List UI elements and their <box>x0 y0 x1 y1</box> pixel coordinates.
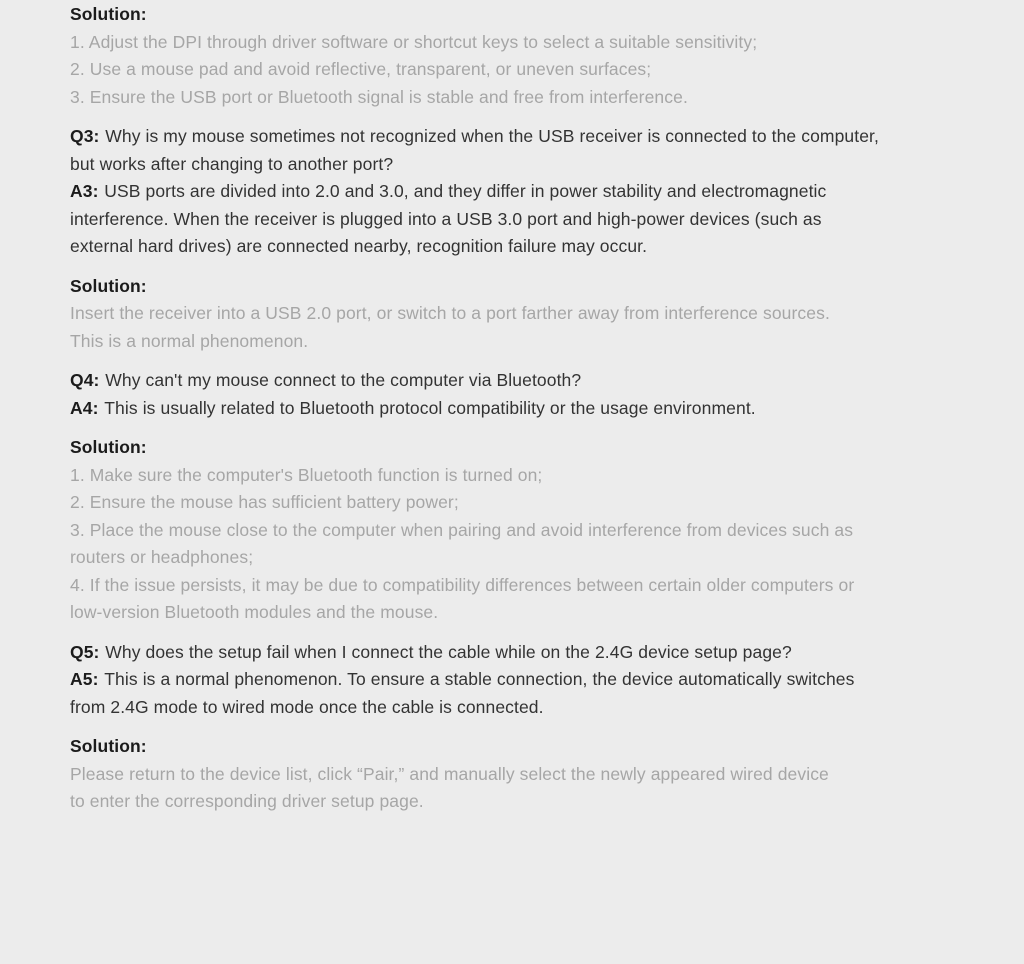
question-text: Why can't my mouse connect to the computer via Bluetooth? <box>105 370 582 390</box>
answer-label: A4: <box>70 397 99 418</box>
question-line <box>70 639 954 667</box>
solution-line: 2. Use a mouse pad and avoid reflective, transparent, or uneven surfaces; <box>70 59 652 79</box>
solution-line: low-version Bluetooth modules and the mouse. <box>70 602 439 622</box>
question-label: Q3: <box>70 126 100 146</box>
solution-line: 4. If the issue persists, it may be due to compatibility differences between certain older computers or <box>70 574 855 595</box>
qa-block-q5 <box>70 639 954 722</box>
solution-heading: Solution: <box>70 736 147 756</box>
question-text: Why is my mouse sometimes not recognized when the USB receiver is connected to the computer, <box>105 126 879 146</box>
solution-line: 1. Make sure the computer's Bluetooth function is turned on; <box>70 464 543 485</box>
solution-block-2 <box>70 273 954 356</box>
solution-block-1 <box>70 1 954 111</box>
solution-heading: Solution: <box>70 4 147 24</box>
solution-heading: Solution: <box>70 437 147 457</box>
qa-block-q3 <box>70 123 954 261</box>
question-line <box>70 367 954 395</box>
solution-line: 3. Ensure the USB port or Bluetooth signal is stable and free from interference. <box>70 86 688 107</box>
answer-line <box>70 666 954 694</box>
solution-heading: Solution: <box>70 275 147 296</box>
answer-line: from 2.4G mode to wired mode once the cable is connected. <box>70 696 544 717</box>
answer-text: USB ports are divided into 2.0 and 3.0, and they differ in power stability and electromagnetic <box>104 181 827 201</box>
solution-line: routers or headphones; <box>70 547 254 567</box>
answer-line <box>70 178 954 206</box>
answer-line <box>70 395 954 423</box>
solution-line: 3. Place the mouse close to the computer when pairing and avoid interference from devices such as <box>70 519 854 540</box>
solution-line: Please return to the device list, click “Pair,” and manually select the newly appeared wired device <box>70 763 829 784</box>
solution-line: 1. Adjust the DPI through driver software or shortcut keys to select a suitable sensitivity; <box>70 31 758 52</box>
solution-line: Insert the receiver into a USB 2.0 port, or switch to a port farther away from interference sources. <box>70 303 830 323</box>
solution-block-4 <box>70 733 954 816</box>
solution-line: This is a normal phenomenon. <box>70 330 309 351</box>
answer-line: external hard drives) are connected nearby, recognition failure may occur. <box>70 236 648 256</box>
question-line: but works after changing to another port? <box>70 153 394 174</box>
answer-line: interference. When the receiver is plugged into a USB 3.0 port and high-power devices (such as <box>70 208 822 229</box>
answer-text: This is a normal phenomenon. To ensure a stable connection, the device automatically switches <box>104 669 855 689</box>
qa-block-q4 <box>70 367 954 422</box>
solution-line: 2. Ensure the mouse has sufficient battery power; <box>70 492 459 512</box>
solution-block-3 <box>70 434 954 627</box>
answer-text: This is usually related to Bluetooth protocol compatibility or the usage environment. <box>104 397 756 418</box>
question-line <box>70 123 954 151</box>
question-text: Why does the setup fail when I connect the cable while on the 2.4G device setup page? <box>105 641 792 662</box>
solution-line: to enter the corresponding driver setup page. <box>70 791 424 811</box>
question-label: Q5: <box>70 641 100 662</box>
answer-label: A5: <box>70 669 99 689</box>
question-label: Q4: <box>70 370 100 390</box>
answer-label: A3: <box>70 181 99 201</box>
